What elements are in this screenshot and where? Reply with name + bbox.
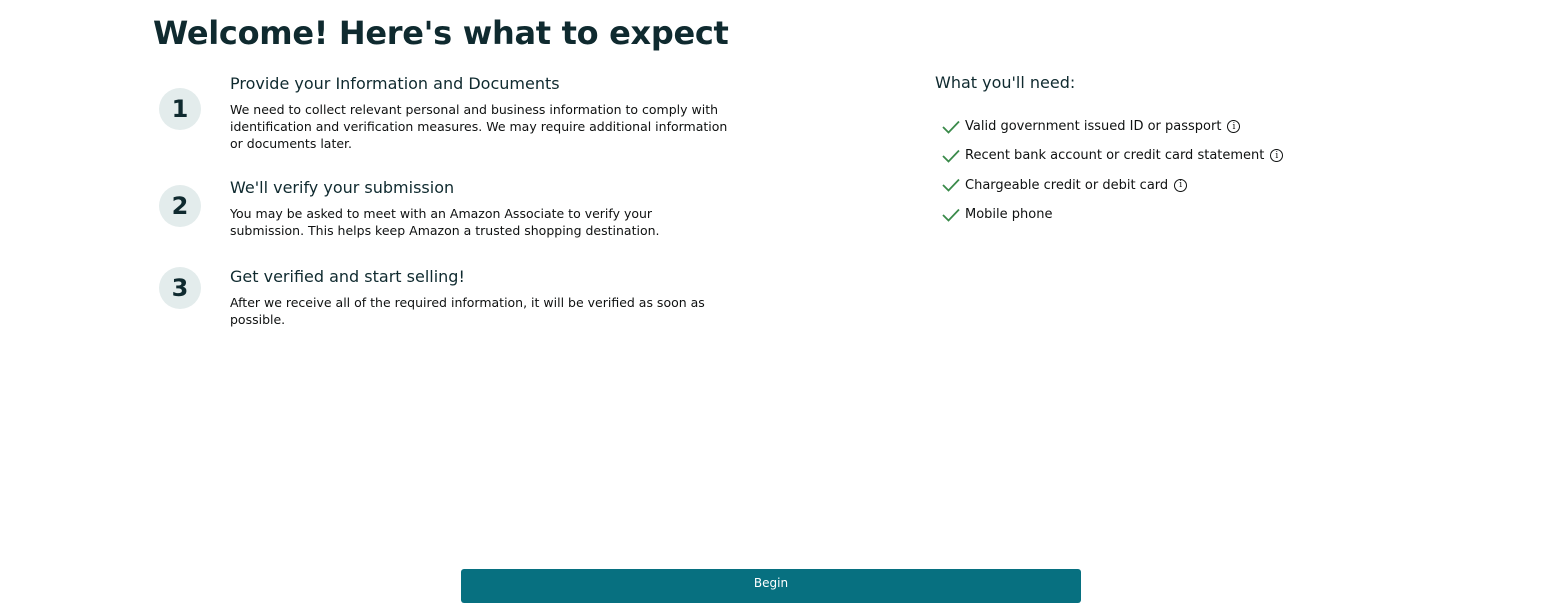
requirement-label: Chargeable credit or debit card bbox=[965, 177, 1169, 193]
step-number: 3 bbox=[159, 267, 201, 309]
requirement-label: Valid government issued ID or passport bbox=[965, 119, 1222, 135]
requirement-item bbox=[942, 141, 1283, 170]
begin-button[interactable]: Begin bbox=[461, 569, 1081, 603]
info-icon[interactable]: i bbox=[1174, 179, 1187, 192]
requirement-item bbox=[942, 171, 1283, 200]
requirement-item bbox=[942, 200, 1283, 229]
page-title: Welcome! Here's what to expect bbox=[153, 14, 729, 52]
requirements-panel bbox=[935, 73, 1283, 229]
info-icon[interactable]: i bbox=[1227, 120, 1240, 133]
step-number: 1 bbox=[159, 88, 201, 130]
step-title: Provide your Information and Documents bbox=[230, 74, 560, 93]
step-number: 2 bbox=[159, 185, 201, 227]
step-title: We'll verify your submission bbox=[230, 178, 455, 197]
requirement-item bbox=[942, 112, 1283, 141]
step-title: Get verified and start selling! bbox=[230, 267, 465, 286]
requirements-title: What you'll need: bbox=[935, 73, 1076, 92]
checkmark-icon bbox=[942, 178, 960, 192]
step-description: We need to collect relevant personal and business information to comply with identification and verification measures. We may require additional information or documents later. bbox=[230, 102, 728, 151]
checkmark-icon bbox=[942, 149, 960, 163]
info-icon[interactable]: i bbox=[1270, 149, 1283, 162]
requirement-label: Recent bank account or credit card statement bbox=[965, 148, 1265, 164]
step-description: After we receive all of the required information, it will be verified as soon as possible. bbox=[230, 295, 705, 327]
requirement-label: Mobile phone bbox=[965, 207, 1053, 223]
checkmark-icon bbox=[942, 208, 960, 222]
checkmark-icon bbox=[942, 120, 960, 134]
step-description: You may be asked to meet with an Amazon Associate to verify your submission. This helps keep Amazon a trusted shopping destination. bbox=[230, 206, 660, 238]
